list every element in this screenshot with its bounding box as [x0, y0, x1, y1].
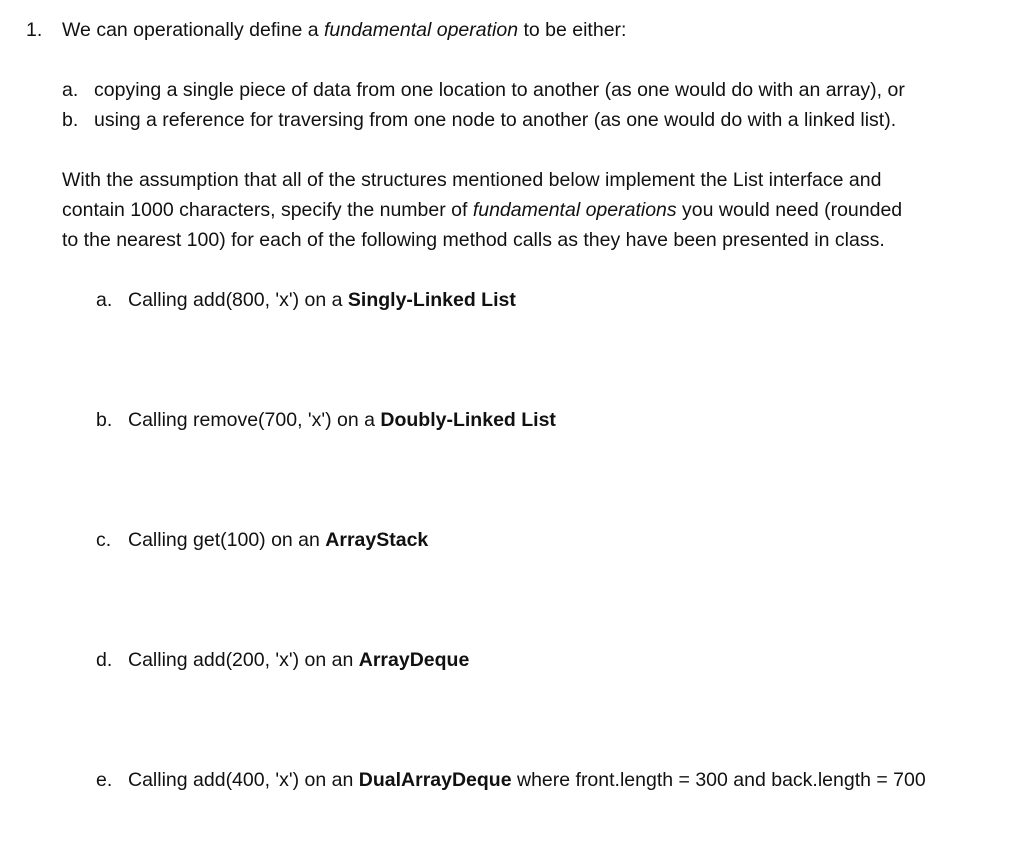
- item-e-text: [128, 768, 926, 792]
- item-e-suffix: where front.length = 300 and back.length = 700: [511, 769, 926, 791]
- assumption-line-2-before: contain 1000 characters, specify the number of: [62, 199, 473, 221]
- item-e-marker: e.: [96, 769, 113, 791]
- item-a-prefix: Calling add(800, 'x') on a: [128, 289, 348, 311]
- item-c-marker: c.: [96, 529, 112, 551]
- intro-before: We can operationally define a: [62, 19, 324, 41]
- item-b-structure: Doubly-Linked List: [380, 409, 556, 431]
- assumption-line-2: [62, 198, 902, 222]
- item-a-text: [128, 288, 516, 312]
- item-d-structure: ArrayDeque: [358, 649, 470, 671]
- item-b-text: [128, 408, 556, 432]
- assumption-line-1: With the assumption that all of the structures mentioned below implement the List interface and: [62, 169, 882, 191]
- item-d-text: [128, 648, 469, 672]
- definition-b-text: using a reference for traversing from one node to another (as one would do with a linked list).: [94, 109, 897, 131]
- definition-a-text: copying a single piece of data from one location to another (as one would do with an array), or: [94, 79, 905, 101]
- assumption-line-2-after: you would need (rounded: [676, 199, 903, 221]
- item-d-marker: d.: [96, 649, 113, 671]
- item-c-text: [128, 528, 428, 552]
- definition-a-marker: a.: [62, 79, 79, 101]
- item-e-structure: DualArrayDeque: [358, 769, 512, 791]
- item-a-structure: Singly-Linked List: [347, 289, 516, 311]
- item-b-marker: b.: [96, 409, 113, 431]
- item-b-prefix: Calling remove(700, 'x') on a: [128, 409, 381, 431]
- intro-after: to be either:: [518, 19, 627, 41]
- assumption-term: fundamental operations: [472, 199, 677, 221]
- intro-term: fundamental operation: [323, 19, 519, 41]
- question-number: 1.: [26, 19, 43, 41]
- definition-b-marker: b.: [62, 109, 79, 131]
- item-e-prefix: Calling add(400, 'x') on an: [128, 769, 359, 791]
- item-d-prefix: Calling add(200, 'x') on an: [128, 649, 359, 671]
- question-intro: [62, 18, 626, 42]
- assumption-line-3: to the nearest 100) for each of the following method calls as they have been presented in class.: [62, 229, 885, 251]
- item-c-prefix: Calling get(100) on an: [128, 529, 326, 551]
- item-c-structure: ArrayStack: [325, 529, 429, 551]
- item-a-marker: a.: [96, 289, 113, 311]
